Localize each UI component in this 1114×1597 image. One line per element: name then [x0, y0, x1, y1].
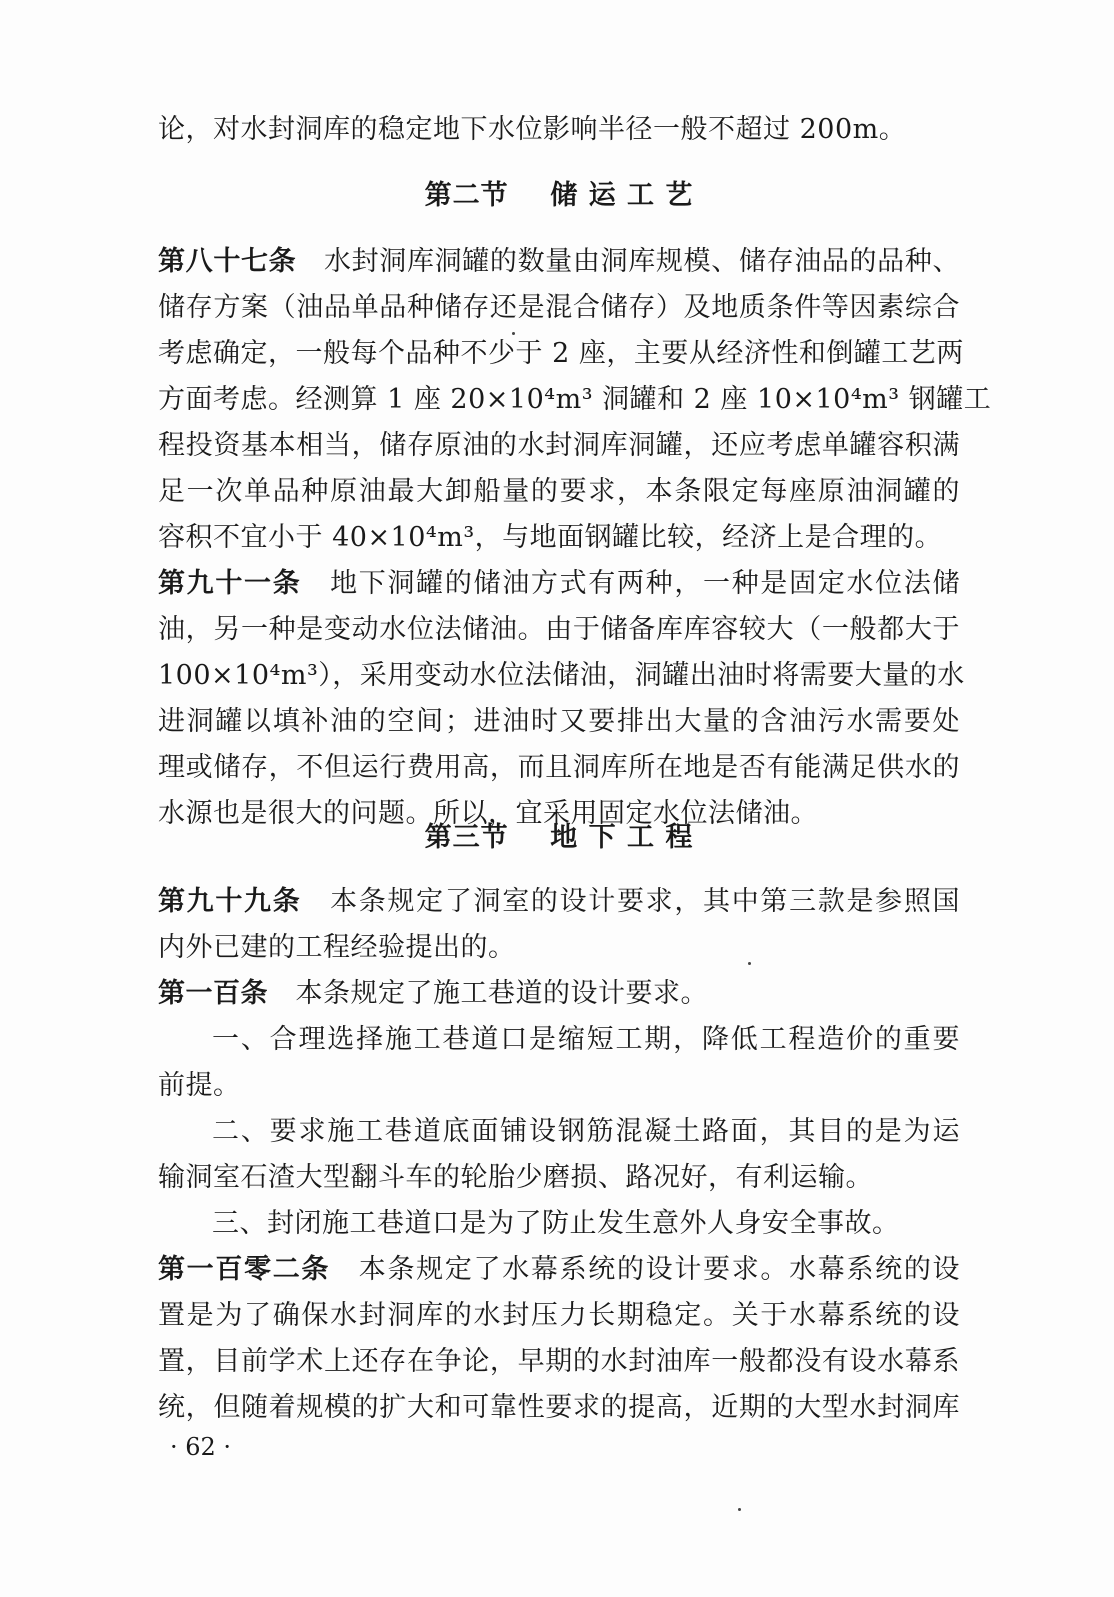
article-91-line-5: 理或储存，不但运行费用高，而且洞库所在地是否有能满足供水的: [158, 752, 960, 783]
article-87-line-5: 程投资基本相当，储存原油的水封洞库洞罐，还应考虑单罐容积满: [158, 430, 960, 461]
article-100-item-1-line-2: 前提。: [158, 1070, 241, 1101]
article-87-line-7: 容积不宜小于 40×10⁴m³，与地面钢罐比较，经济上是合理的。: [158, 522, 943, 553]
article-91-line-6: 水源也是很大的问题。所以，宜采用固定水位法储油。: [158, 798, 818, 829]
article-102-line-1: [158, 1248, 960, 1292]
article-91-line-4: 进洞罐以填补油的空间；进油时又要排出大量的含油污水需要处: [158, 706, 960, 737]
article-99-line-1: [158, 880, 960, 924]
article-91-line-1: [158, 562, 960, 606]
article-99-line-2: 内外已建的工程经验提出的。: [158, 932, 516, 963]
article-87-line-3: 考虑确定，一般每个品种不少于 2 座，主要从经济性和倒罐工艺两: [158, 338, 964, 369]
article-99-label: 第九十九条: [158, 886, 302, 917]
article-100-item-2-line-2: 输洞室石渣大型翻斗车的轮胎少磨损、路况好，有利运输。: [158, 1162, 873, 1193]
article-91-label: 第九十一条: [158, 568, 302, 599]
scan-speck: [748, 962, 751, 965]
article-100-item-2-line-1: 二、要求施工巷道底面铺设钢筋混凝土路面，其目的是为运: [212, 1116, 960, 1147]
article-100-text: 本条规定了施工巷道的设计要求。: [295, 978, 708, 1009]
article-102-line-3: 置，目前学术上还存在争论，早期的水封油库一般都没有设水幕系: [158, 1346, 960, 1377]
article-87-text: 水封洞库洞罐的数量由洞库规模、储存油品的品种、: [323, 246, 961, 277]
article-91-line-2: 油，另一种是变动水位法储油。由于储备库库容较大（一般都大于: [158, 614, 960, 645]
article-87-line-6: 足一次单品种原油最大卸船量的要求，本条限定每座原油洞罐的: [158, 476, 960, 507]
article-91-line-3: 100×10⁴m³），采用变动水位法储油，洞罐出油时将需要大量的水: [158, 660, 965, 691]
article-102-line-4: 统，但随着规模的扩大和可靠性要求的提高，近期的大型水封洞库: [158, 1392, 960, 1423]
article-102-text: 本条规定了水幕系统的设计要求。水幕系统的设: [357, 1254, 961, 1285]
article-102-line-2: 置是为了确保水封洞库的水封压力长期稳定。关于水幕系统的设: [158, 1300, 960, 1331]
section-heading-storage-process: 第二节 储 运 工 艺: [424, 180, 694, 211]
article-87-line-4: 方面考虑。经测算 1 座 20×10⁴m³ 洞罐和 2 座 10×10⁴m³ 钢罐工: [158, 384, 992, 415]
article-100-item-3-line-1: 三、封闭施工巷道口是为了防止发生意外人身安全事故。: [212, 1208, 900, 1239]
article-100-line-1: [158, 972, 960, 1016]
article-87-label: 第八十七条: [158, 246, 297, 277]
article-100-item-1-line-1: 一、合理选择施工巷道口是缩短工期，降低工程造价的重要: [212, 1024, 960, 1055]
article-87-line-1: [158, 240, 960, 284]
opening-line: 论，对水封洞库的稳定地下水位影响半径一般不超过 200m。: [158, 114, 907, 145]
article-91-text: 地下洞罐的储油方式有两种，一种是固定水位法储: [328, 568, 961, 599]
article-99-text: 本条规定了洞室的设计要求，其中第三款是参照国: [328, 886, 961, 917]
scan-speck: [738, 1508, 741, 1511]
article-100-label: 第一百条: [158, 978, 268, 1009]
scan-speck: [512, 332, 515, 335]
section-heading-underground-works: 第三节 地 下 工 程: [424, 822, 694, 853]
page-number: · 62 ·: [170, 1433, 232, 1461]
article-87-line-2: 储存方案（油品单品种储存还是混合储存）及地质条件等因素综合: [158, 292, 960, 323]
article-102-label: 第一百零二条: [158, 1254, 331, 1285]
